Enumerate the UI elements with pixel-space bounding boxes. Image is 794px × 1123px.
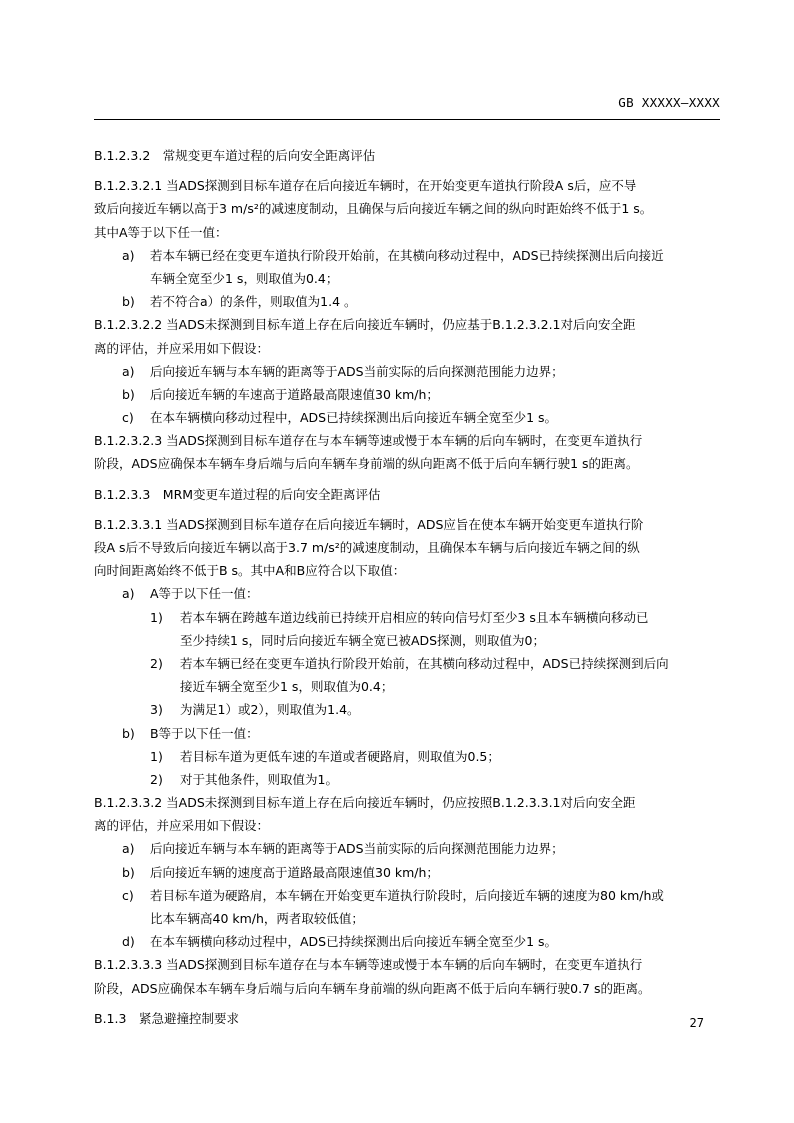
list-item-text: B等于以下任一值： (150, 725, 259, 741)
spacer (94, 1030, 720, 1037)
list-item-line (94, 884, 720, 907)
list-item-line (94, 383, 720, 406)
header-rule (94, 119, 720, 120)
spacer (94, 167, 720, 174)
list-item-line (94, 629, 720, 652)
list-item-line (94, 406, 720, 429)
list-item-label: 3) (150, 702, 163, 718)
list-item-label: c) (122, 410, 134, 426)
paragraph-line: 致后向接近车辆以高于3 m/s²的减速度制动，且确保与后向接近车辆之间的纵向时距始终不低于1 s。 (94, 201, 653, 217)
paragraph-line: B.1.2.3.3.3 当ADS探测到目标车道存在与本车辆等速或慢于本车辆的后向车辆时，在变更车道执行 (94, 957, 643, 973)
heading-number: B.1.2.3.3 (94, 486, 151, 502)
document-body (94, 144, 720, 1037)
list-item-text: 对于其他条件，则取值为1。 (180, 771, 338, 787)
list-item-text: 为满足1）或2），则取值为1.4。 (180, 702, 360, 718)
paragraph-line: B.1.2.3.2.1 当ADS探测到目标车道存在后向接近车辆时，在开始变更车道执行阶段A s后，应不导 (94, 178, 637, 194)
list-item-label: b) (122, 386, 135, 402)
spacer (94, 1000, 720, 1007)
list-item-line (94, 675, 720, 698)
paragraph-line: B.1.2.3.3.1 当ADS探测到目标车道存在后向接近车辆时，ADS应旨在使本车辆开始变更车道执行阶 (94, 516, 644, 532)
heading-number: B.1.3 (94, 1010, 127, 1026)
list-item-label: c) (122, 887, 134, 903)
list-item-label: a) (122, 247, 135, 263)
list-item-line (94, 768, 720, 791)
spacer (94, 476, 720, 483)
list-item-label: a) (122, 841, 135, 857)
list-item-label: 2) (150, 771, 163, 787)
list-item-text: 在本车辆横向移动过程中，ADS已持续探测出后向接近车辆全宽至少1 s。 (150, 410, 558, 426)
paragraph-line: 离的评估，并应采用如下假设： (94, 340, 270, 356)
heading-title: MRM变更车道过程的后向安全距离评估 (162, 486, 381, 502)
paragraph-line: B.1.2.3.2.2 当ADS未探测到目标车道上存在后向接近车辆时，仍应基于B.1.2.3.2.1对后向安全距 (94, 317, 636, 333)
list-item-text: 若目标车道为硬路肩，本车辆在开始变更车道执行阶段时，后向接近车辆的速度为80 km/h或 (150, 887, 664, 903)
heading-number: B.1.2.3.2 (94, 148, 151, 163)
paragraph-line: B.1.2.3.2.3 当ADS探测到目标车道存在与本车辆等速或慢于本车辆的后向车辆时，在变更车道执行 (94, 433, 643, 449)
list-item-label: 2) (150, 655, 163, 671)
list-item-line (94, 290, 720, 313)
list-item-line (94, 652, 720, 675)
list-item-text: 接近车辆全宽至少1 s，则取值为0.4； (180, 679, 394, 695)
list-item-text: 若不符合a）的条件，则取值为1.4 。 (150, 294, 357, 310)
standard-code-header: GB XXXXX—XXXX (618, 95, 720, 110)
list-item-label: b) (122, 294, 135, 310)
paragraph-line: 段A s后不导致后向接近车辆以高于3.7 m/s²的减速度制动，且确保本车辆与后向接近车辆之间的纵 (94, 540, 640, 555)
list-item-text: 后向接近车辆的车速高于道路最高限速值30 km/h； (150, 386, 439, 402)
list-item-label: a) (122, 586, 135, 602)
paragraph-line: 阶段，ADS应确保本车辆车身后端与后向车辆车身前端的纵向距离不低于后向车辆行驶0.7 s的距离。 (94, 980, 651, 996)
list-item-text: 车辆全宽至少1 s，则取值为0.4； (150, 270, 339, 286)
list-item-text: 后向接近车辆的速度高于道路最高限速值30 km/h； (150, 864, 439, 880)
list-item-text: 后向接近车辆与本车辆的距离等于ADS当前实际的后向探测范围能力边界； (150, 363, 564, 379)
list-item-label: 1) (150, 609, 163, 625)
list-item-label: d) (122, 934, 135, 950)
list-item-line (94, 861, 720, 884)
list-item-text: 在本车辆横向移动过程中，ADS已持续探测出后向接近车辆全宽至少1 s。 (150, 934, 558, 950)
list-item-line (94, 360, 720, 383)
list-item-line (94, 244, 720, 267)
list-item-text: 若本车辆在跨越车道边线前已持续开启相应的转向信号灯至少3 s且本车辆横向移动已 (180, 609, 649, 625)
list-item-line (94, 698, 720, 721)
page-number: 27 (689, 1016, 704, 1030)
section-heading (94, 483, 720, 506)
list-item-label: a) (122, 363, 135, 379)
list-item-text: 后向接近车辆与本车辆的距离等于ADS当前实际的后向探测范围能力边界； (150, 841, 564, 857)
spacer (94, 506, 720, 513)
paragraph-line: 其中A等于以下任一值： (94, 224, 228, 240)
list-item-text: 至少持续1 s，同时后向接近车辆全宽已被ADS探测，则取值为0； (180, 632, 546, 648)
list-item-line (94, 606, 720, 629)
list-item-line (94, 722, 720, 745)
paragraph-line: B.1.2.3.3.2 当ADS未探测到目标车道上存在后向接近车辆时，仍应按照B.1.2.3.3.1对后向安全距 (94, 795, 636, 811)
paragraph-line: 离的评估，并应采用如下假设： (94, 818, 270, 834)
list-item-label: 1) (150, 748, 163, 764)
list-item-text: 比本车辆高40 km/h，两者取较低值； (150, 911, 364, 926)
list-item-text: A等于以下任一值： (150, 586, 259, 602)
list-item-text: 若本车辆已经在变更车道执行阶段开始前，在其横向移动过程中，ADS已持续探测出后向接近 (150, 247, 664, 263)
list-item-label: b) (122, 725, 135, 741)
list-item-line (94, 582, 720, 605)
list-item-text: 若本车辆已经在变更车道执行阶段开始前，在其横向移动过程中，ADS已持续探测到后向 (180, 655, 669, 671)
list-item-line (94, 837, 720, 860)
section-heading (94, 1007, 720, 1030)
heading-title: 紧急避撞控制要求 (138, 1010, 239, 1026)
list-item-line (94, 907, 720, 930)
list-item-text: 若目标车道为更低车速的车道或者硬路肩，则取值为0.5； (180, 748, 500, 764)
list-item-line (94, 745, 720, 768)
paragraph-line: 向时间距离始终不低于B s。其中A和B应符合以下取值： (94, 563, 406, 579)
section-heading (94, 144, 720, 167)
list-item-line (94, 930, 720, 953)
list-item-label: b) (122, 864, 135, 880)
list-item-line (94, 267, 720, 290)
paragraph-line: 阶段，ADS应确保本车辆车身后端与后向车辆车身前端的纵向距离不低于后向车辆行驶1 s的距离。 (94, 456, 639, 472)
heading-title: 常规变更车道过程的后向安全距离评估 (162, 148, 376, 163)
